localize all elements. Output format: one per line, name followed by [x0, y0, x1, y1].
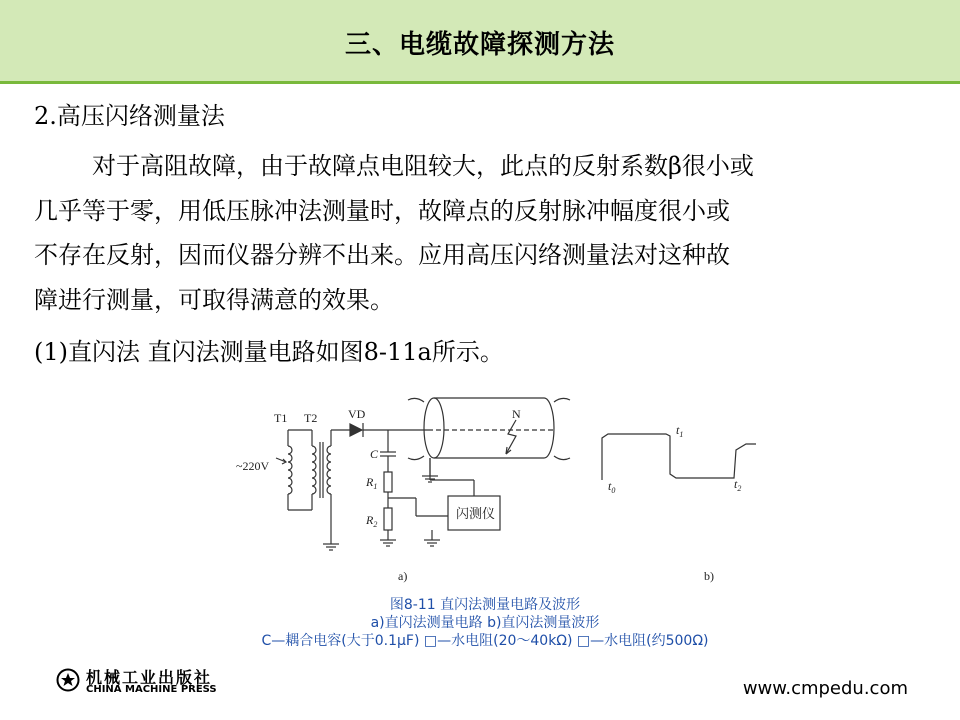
- website-url: www.cmpedu.com: [742, 678, 908, 699]
- figure-caption-title: 图8-11 直闪法测量电路及波形: [389, 597, 581, 613]
- paragraph-line: 障进行测量，可取得满意的效果。: [34, 285, 394, 314]
- label-wave-t1: $t_1$: [676, 423, 684, 439]
- label-wave-t2: $t_2$: [734, 477, 742, 493]
- ground-symbols: [323, 476, 440, 550]
- method-item: (1)直闪法 直闪法测量电路如图8-11a所示。: [34, 338, 504, 366]
- label-wave-t0: $t_0$: [608, 479, 616, 495]
- t1-coil: [288, 446, 292, 494]
- label-r2: $R_2$: [366, 513, 378, 529]
- publisher-logo: [56, 662, 256, 696]
- waveform: [602, 434, 756, 480]
- label-part-b: b): [704, 569, 714, 583]
- label-vd: VD: [348, 407, 366, 421]
- paragraph-line: 不存在反射，因而仪器分辨不出来。应用高压闪络测量法对这种故: [34, 241, 730, 269]
- publisher-name-cn: 机械工业出版社: [86, 668, 213, 687]
- figure-caption-parts: a)直闪法测量电路 b)直闪法测量波形: [370, 615, 600, 631]
- label-c: C: [370, 447, 379, 461]
- publisher-emblem-icon: [56, 668, 80, 692]
- label-r1: $R_1$: [366, 475, 378, 491]
- title-bar: [0, 0, 960, 84]
- diode-vd: [350, 424, 362, 436]
- resistor-r2: [384, 508, 392, 530]
- label-voltage: ~220V: [236, 459, 270, 473]
- paragraph-line: 几乎等于零，用低压脉冲法测量时，故障点的反射脉冲幅度很小或: [34, 196, 730, 225]
- t2-primary-coil: [312, 446, 316, 494]
- cable-left-end: [424, 398, 444, 458]
- fault-arrow: [506, 420, 516, 454]
- circuit-figure: [226, 390, 756, 590]
- label-t2: T2: [304, 411, 318, 425]
- slide-title: 三、电缆故障探测方法: [344, 30, 615, 60]
- body-paragraph: [34, 144, 914, 322]
- figure-caption-legend: C—耦合电容(大于0.1μF) □—水电阻(20～40kΩ) □—水电阻(约500Ω): [261, 633, 709, 649]
- label-n: N: [512, 407, 521, 421]
- t2-secondary-coil: [327, 446, 331, 494]
- section-subtitle: 2.高压闪络测量法: [34, 102, 225, 130]
- publisher-name-en: CHINA MACHINE PRESS: [86, 684, 217, 695]
- resistor-r1: [384, 472, 392, 492]
- label-instrument: 闪测仪: [456, 506, 496, 521]
- label-t1: T1: [274, 411, 288, 425]
- paragraph-line: 对于高阻故障，由于故障点电阻较大，此点的反射系数β很小或: [92, 152, 754, 180]
- label-part-a: a): [398, 569, 408, 583]
